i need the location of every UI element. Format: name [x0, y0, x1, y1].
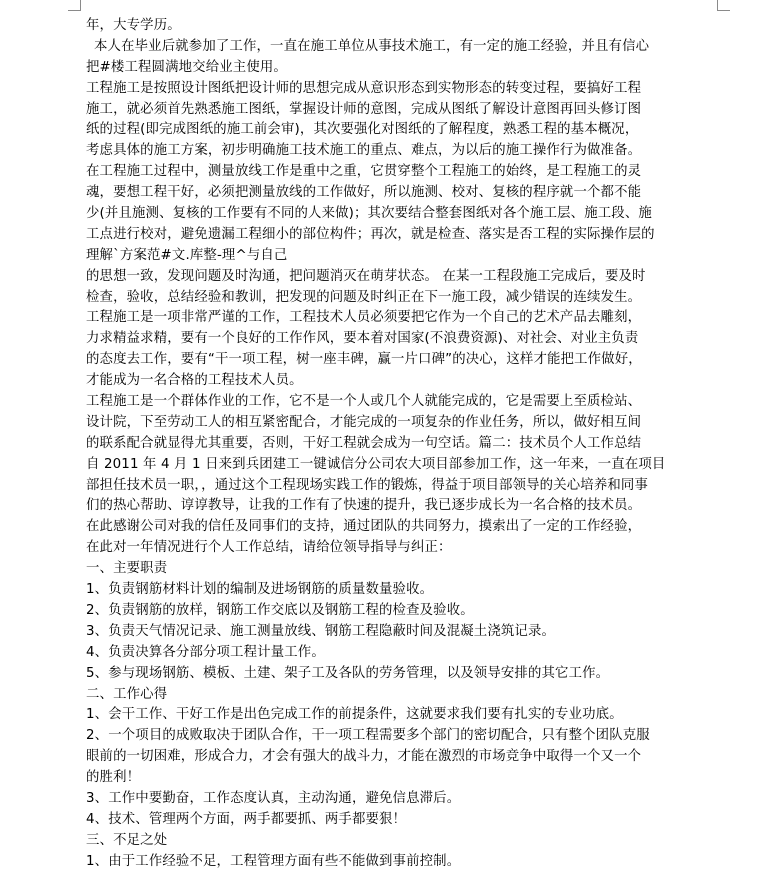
section-heading: 三、不足之处: [86, 832, 168, 848]
text-line: 在此对一年情况进行个人工作总结，请给位领导指导与纠正：: [86, 540, 452, 556]
text-line: 自 2011 年 4 月 1 日来到兵团建工一键诚信分公司农大项目部参加工作，这一年来，一直在项目: [86, 456, 666, 472]
list-item: 2、一个项目的成败取决于团队合作，干一项工程需要多个部门的密切配合，只有整个团队克服: [86, 728, 650, 744]
text-line: 把#楼工程圆满地交给业主使用。: [86, 59, 287, 75]
text-line: 考虑具体的施工方案，初步明确施工技术施工的重点、难点，为以后的施工操作行为做准备。: [86, 143, 642, 159]
list-item: 3、工作中要勤奋，工作态度认真，主动沟通，避免信息滞后。: [86, 790, 461, 806]
text-line: 工程施工是一项非常严谨的工作，工程技术人员必须要把它作为一个自己的艺术产品去雕刻，: [86, 310, 642, 326]
text-line: 检查，验收，总结经验和教训，把发现的问题及时纠正在下一施工段，减少错误的连续发生。: [86, 289, 642, 305]
list-item: 4、负责决算各分部分项工程计量工作。: [86, 644, 325, 660]
document-body: [86, 16, 778, 873]
text-line: 部担任技术员一职，，通过这个工程现场实践工作的锻炼，得益于项目部领导的关心培养和同事: [86, 477, 649, 493]
text-line: 们的热心帮助、谆谆教导，让我的工作有了快速的提升，我已逐步成长为一名合格的技术员。: [86, 498, 642, 514]
text-line: 才能成为一名合格的工程技术人员。: [86, 373, 303, 389]
text-line: 理解`方案范#文.库整-理^与自己: [86, 247, 288, 263]
text-line: 纸的过程(即完成图纸的施工前会审)，其次要强化对图纸的了解程度，熟悉工程的基本概况，: [86, 122, 639, 138]
crop-mark-top-right: [717, 0, 730, 11]
text-line: 设计院，下至劳动工人的相互紧密配合，才能完成的一项复杂的作业任务，所以，做好相互间: [86, 414, 642, 430]
text-line: 在工程施工过程中，测量放线工作是重中之重，它贯穿整个工程施工的始终，是工程施工的灵: [86, 164, 642, 180]
list-item: 1、由于工作经验不足，工程管理方面有些不能做到事前控制。: [86, 853, 461, 869]
text-line: 在此感谢公司对我的信任及同事们的支持，通过团队的共同努力，摸索出了一定的工作经验，: [86, 519, 642, 535]
list-item: 3、负责天气情况记录、施工测量放线、钢筋工程隐蔽时间及混凝土浇筑记录。: [86, 623, 556, 639]
text-line: 工点进行校对，避免遗漏工程细小的部位构件；再次，就是检查、落实是否工程的实际操作层的: [86, 226, 655, 242]
text-line: 魂，要想工程干好，必须把测量放线的工作做好，所以施测、校对、复核的程序就一个都不能: [86, 185, 642, 201]
text-line: 施工，就必须首先熟悉施工图纸，掌握设计师的意图，完成从图纸了解设计意图再回头修订图: [86, 101, 642, 117]
text-line: 少(并且施测、复核的工作要有不同的人来做)；其次要结合整套图纸对各个施工层、施工段、施: [86, 206, 652, 222]
list-item: 5、参与现场钢筋、模板、土建、架子工及各队的劳务管理，以及领导安排的其它工作。: [86, 665, 610, 681]
list-item: 1、会干工作、干好工作是出色完成工作的前提条件，这就要求我们要有扎实的专业功底。: [86, 707, 623, 723]
text-line: 工程施工是一个群体作业的工作，它不是一个人或几个人就能完成的，它是需要上至质检站、: [86, 394, 642, 410]
list-item: 4、技术、管理两个方面，两手都要抓、两手都要狠！: [86, 811, 407, 827]
text-line: 的态度去工作，要有“干一项工程，树一座丰碑，赢一片口碑”的决心，这样才能把工作做好，: [86, 352, 642, 368]
section-heading: 二、工作心得: [86, 686, 168, 702]
crop-mark-top-left: [68, 0, 81, 11]
text-line: 本人在毕业后就参加了工作，一直在施工单位从事技术施工，有一定的施工经验，并且有信心: [94, 38, 650, 54]
text-line: 的思想一致，发现问题及时沟通，把问题消灭在萌芽状态。 在某一工程段施工完成后，要及时: [86, 268, 646, 284]
text-line: 力求精益求精，要有一个良好的工作作风，要本着对国家(不浪费资源)、对社会、对业主负责: [86, 331, 639, 347]
text-line: 工程施工是按照设计图纸把设计师的思想完成从意识形态到实物形态的转变过程，要搞好工程: [86, 80, 642, 96]
text-line: 眼前的一切困难，形成合力，才会有强大的战斗力，才能在激烈的市场竞争中取得一个又一个: [86, 749, 642, 765]
text-line: 的胜利！: [86, 770, 141, 786]
list-item: 2、负责钢筋的放样，钢筋工作交底以及钢筋工程的检查及验收。: [86, 602, 474, 618]
text-line: 的联系配合就显得尤其重要，否则，干好工程就会成为一句空话。篇二：技术员个人工作总结: [86, 435, 642, 451]
list-item: 1、负责钢筋材料计划的编制及进场钢筋的质量数量验收。: [86, 582, 434, 598]
text-line: 年，大专学历。: [86, 18, 181, 33]
section-heading: 一、主要职责: [86, 561, 168, 577]
